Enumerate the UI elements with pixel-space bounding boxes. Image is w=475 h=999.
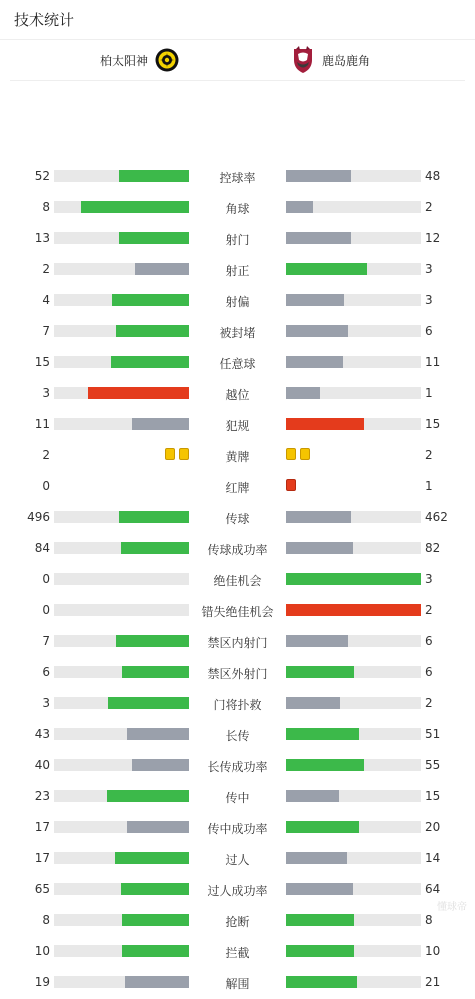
team-header (10, 40, 465, 81)
away-bar-fill (286, 263, 367, 275)
home-value: 3 (42, 696, 50, 710)
stat-row-shots-outside-box (0, 658, 475, 689)
stat-label: 过人 (189, 851, 286, 868)
home-bar-fill (125, 976, 189, 988)
stat-row-cross-accuracy (0, 813, 475, 844)
away-bar-fill (286, 697, 340, 709)
home-bar-track (54, 976, 189, 988)
home-bar-fill (127, 821, 189, 833)
away-bar-fill (286, 883, 353, 895)
stat-row-possession (0, 162, 475, 193)
stat-label: 禁区内射门 (189, 634, 286, 651)
home-bar-track (54, 511, 189, 523)
home-bar-track (54, 387, 189, 399)
away-bar-track (286, 728, 421, 740)
home-bar-track (54, 883, 189, 895)
away-bar-fill (286, 201, 313, 213)
stat-label: 传中成功率 (189, 820, 286, 837)
home-bar-track (54, 604, 189, 616)
home-bar-fill (121, 542, 189, 554)
home-bar-fill (88, 387, 189, 399)
home-bar-track (54, 728, 189, 740)
home-bar-fill (122, 666, 190, 678)
home-value: 3 (42, 386, 50, 400)
stat-label: 禁区外射门 (189, 665, 286, 682)
away-value: 6 (425, 665, 433, 679)
stat-label: 越位 (189, 386, 286, 403)
stat-label: 过人成功率 (189, 882, 286, 899)
home-bar-fill (107, 790, 189, 802)
away-bar-track (286, 201, 421, 213)
away-value: 2 (425, 696, 433, 710)
away-value: 15 (425, 789, 440, 803)
home-value: 11 (35, 417, 50, 431)
home-bar-track (54, 356, 189, 368)
away-bar-fill (286, 976, 357, 988)
away-value: 1 (425, 479, 433, 493)
stat-row-shots-off-target (0, 286, 475, 317)
away-bar-fill (286, 914, 354, 926)
home-value: 7 (42, 634, 50, 648)
away-cards (286, 479, 296, 493)
stat-row-clearances (0, 968, 475, 999)
home-value: 7 (42, 324, 50, 338)
away-bar-track (286, 666, 421, 678)
away-bar-fill (286, 232, 351, 244)
stat-row-long-balls (0, 720, 475, 751)
away-team[interactable] (290, 40, 370, 80)
home-bar-track (54, 263, 189, 275)
home-cards (165, 448, 189, 462)
home-team-crest-icon (155, 48, 179, 72)
stat-row-shots-blocked (0, 317, 475, 348)
away-bar-track (286, 697, 421, 709)
away-value: 48 (425, 169, 440, 183)
home-bar-fill (135, 263, 189, 275)
stat-row-shots (0, 224, 475, 255)
home-bar-track (54, 294, 189, 306)
home-team-name: 柏太阳神 (100, 52, 148, 69)
stat-label: 错失绝佳机会 (189, 603, 286, 620)
away-value: 2 (425, 603, 433, 617)
stat-row-fouls (0, 410, 475, 441)
away-value: 14 (425, 851, 440, 865)
stat-label: 角球 (189, 200, 286, 217)
away-bar-fill (286, 573, 421, 585)
stat-label: 解围 (189, 975, 286, 992)
away-value: 11 (425, 355, 440, 369)
stat-label: 射正 (189, 262, 286, 279)
away-value: 20 (425, 820, 440, 834)
stat-label: 控球率 (189, 169, 286, 186)
away-value: 6 (425, 634, 433, 648)
away-team-name: 鹿岛鹿角 (322, 52, 370, 69)
home-bar-fill (119, 511, 189, 523)
stat-label: 长传 (189, 727, 286, 744)
home-bar-track (54, 418, 189, 430)
stat-row-corners (0, 193, 475, 224)
home-bar-track (54, 170, 189, 182)
away-bar-track (286, 170, 421, 182)
away-bar-fill (286, 852, 347, 864)
home-bar-track (54, 573, 189, 585)
home-value: 4 (42, 293, 50, 307)
home-bar-track (54, 790, 189, 802)
away-value: 8 (425, 913, 433, 927)
away-bar-track (286, 604, 421, 616)
stat-row-saves (0, 689, 475, 720)
home-bar-track (54, 232, 189, 244)
stat-row-dribble-success (0, 875, 475, 906)
away-team-crest-icon (290, 46, 316, 74)
stat-label: 绝佳机会 (189, 572, 286, 589)
home-bar-fill (116, 325, 189, 337)
home-value: 0 (42, 572, 50, 586)
home-value: 8 (42, 913, 50, 927)
home-value: 2 (42, 448, 50, 462)
stat-row-shots-inside-box (0, 627, 475, 658)
home-bar-fill (132, 418, 189, 430)
away-value: 55 (425, 758, 440, 772)
away-value: 3 (425, 262, 433, 276)
home-bar-track (54, 945, 189, 957)
home-value: 40 (35, 758, 50, 772)
away-cards (286, 448, 310, 462)
home-value: 0 (42, 603, 50, 617)
red-card-icon (286, 479, 296, 491)
away-value: 51 (425, 727, 440, 741)
stat-label: 拦截 (189, 944, 286, 961)
home-bar-fill (119, 232, 189, 244)
home-value: 19 (35, 975, 50, 989)
away-bar-fill (286, 170, 351, 182)
home-bar-fill (122, 945, 190, 957)
away-value: 3 (425, 293, 433, 307)
away-value: 82 (425, 541, 440, 555)
stat-label: 长传成功率 (189, 758, 286, 775)
away-value: 10 (425, 944, 440, 958)
home-value: 8 (42, 200, 50, 214)
away-bar-fill (286, 666, 354, 678)
page-title: 技术统计 (14, 9, 74, 30)
away-bar-track (286, 821, 421, 833)
home-bar-track (54, 325, 189, 337)
page-header (0, 0, 475, 40)
away-bar-fill (286, 635, 348, 647)
stat-label: 任意球 (189, 355, 286, 372)
stat-label: 黄牌 (189, 448, 286, 465)
home-bar-track (54, 542, 189, 554)
home-bar-fill (119, 170, 189, 182)
away-bar-track (286, 294, 421, 306)
away-bar-track (286, 852, 421, 864)
stat-row-long-ball-accuracy (0, 751, 475, 782)
away-value: 15 (425, 417, 440, 431)
away-value: 21 (425, 975, 440, 989)
yellow-card-icon (165, 448, 175, 460)
home-value: 17 (35, 851, 50, 865)
home-bar-track (54, 635, 189, 647)
home-bar-fill (127, 728, 189, 740)
yellow-card-icon (300, 448, 310, 460)
away-bar-fill (286, 325, 348, 337)
away-bar-track (286, 635, 421, 647)
stat-label: 门将扑救 (189, 696, 286, 713)
home-bar-track (54, 201, 189, 213)
away-bar-track (286, 232, 421, 244)
stat-row-red-cards (0, 472, 475, 503)
stat-label: 传球成功率 (189, 541, 286, 558)
away-bar-track (286, 418, 421, 430)
stat-row-free-kicks (0, 348, 475, 379)
stat-row-dribbles (0, 844, 475, 875)
home-bar-track (54, 821, 189, 833)
away-bar-track (286, 387, 421, 399)
home-value: 52 (35, 169, 50, 183)
away-bar-track (286, 945, 421, 957)
home-value: 2 (42, 262, 50, 276)
away-bar-track (286, 325, 421, 337)
home-value: 13 (35, 231, 50, 245)
stat-row-crosses (0, 782, 475, 813)
away-value: 6 (425, 324, 433, 338)
home-value: 0 (42, 479, 50, 493)
away-bar-fill (286, 356, 343, 368)
stat-row-big-chances-missed (0, 596, 475, 627)
stat-label: 射门 (189, 231, 286, 248)
home-value: 6 (42, 665, 50, 679)
away-value: 12 (425, 231, 440, 245)
away-value: 3 (425, 572, 433, 586)
home-value: 84 (35, 541, 50, 555)
away-bar-track (286, 542, 421, 554)
away-bar-fill (286, 821, 359, 833)
away-value: 2 (425, 448, 433, 462)
away-bar-fill (286, 790, 339, 802)
yellow-card-icon (286, 448, 296, 460)
home-value: 23 (35, 789, 50, 803)
stat-row-passes (0, 503, 475, 534)
away-bar-fill (286, 728, 359, 740)
home-bar-fill (132, 759, 189, 771)
stat-label: 传中 (189, 789, 286, 806)
away-bar-fill (286, 542, 353, 554)
away-bar-track (286, 511, 421, 523)
away-bar-fill (286, 387, 320, 399)
stat-row-shots-on-target (0, 255, 475, 286)
watermark: 懂球帝 (437, 898, 467, 913)
home-bar-fill (108, 697, 189, 709)
home-bar-fill (116, 635, 189, 647)
stat-row-pass-accuracy (0, 534, 475, 565)
home-value: 65 (35, 882, 50, 896)
stat-label: 被封堵 (189, 324, 286, 341)
stat-row-yellow-cards (0, 441, 475, 472)
home-bar-fill (115, 852, 189, 864)
away-bar-fill (286, 759, 364, 771)
home-bar-track (54, 914, 189, 926)
away-bar-fill (286, 294, 344, 306)
home-bar-fill (122, 914, 190, 926)
away-bar-track (286, 914, 421, 926)
home-value: 10 (35, 944, 50, 958)
stat-row-big-chances (0, 565, 475, 596)
home-bar-track (54, 852, 189, 864)
away-bar-fill (286, 945, 354, 957)
away-bar-track (286, 883, 421, 895)
stat-label: 射偏 (189, 293, 286, 310)
stat-row-tackles (0, 906, 475, 937)
away-bar-track (286, 263, 421, 275)
home-bar-track (54, 666, 189, 678)
home-value: 496 (27, 510, 50, 524)
away-value: 462 (425, 510, 448, 524)
home-bar-fill (112, 294, 189, 306)
home-bar-fill (111, 356, 189, 368)
stat-label: 红牌 (189, 479, 286, 496)
away-bar-track (286, 976, 421, 988)
home-bar-track (54, 697, 189, 709)
stat-row-interceptions (0, 937, 475, 968)
home-bar-fill (121, 883, 189, 895)
home-value: 43 (35, 727, 50, 741)
away-bar-track (286, 759, 421, 771)
home-value: 17 (35, 820, 50, 834)
home-bar-track (54, 759, 189, 771)
away-bar-fill (286, 418, 364, 430)
away-bar-fill (286, 604, 421, 616)
yellow-card-icon (179, 448, 189, 460)
away-bar-track (286, 356, 421, 368)
away-bar-fill (286, 511, 351, 523)
away-bar-track (286, 790, 421, 802)
away-bar-track (286, 573, 421, 585)
home-bar-fill (81, 201, 189, 213)
away-value: 64 (425, 882, 440, 896)
stat-label: 传球 (189, 510, 286, 527)
home-value: 15 (35, 355, 50, 369)
away-value: 2 (425, 200, 433, 214)
away-value: 1 (425, 386, 433, 400)
stat-label: 犯规 (189, 417, 286, 434)
stat-row-offsides (0, 379, 475, 410)
stat-label: 抢断 (189, 913, 286, 930)
home-team[interactable] (100, 40, 179, 80)
